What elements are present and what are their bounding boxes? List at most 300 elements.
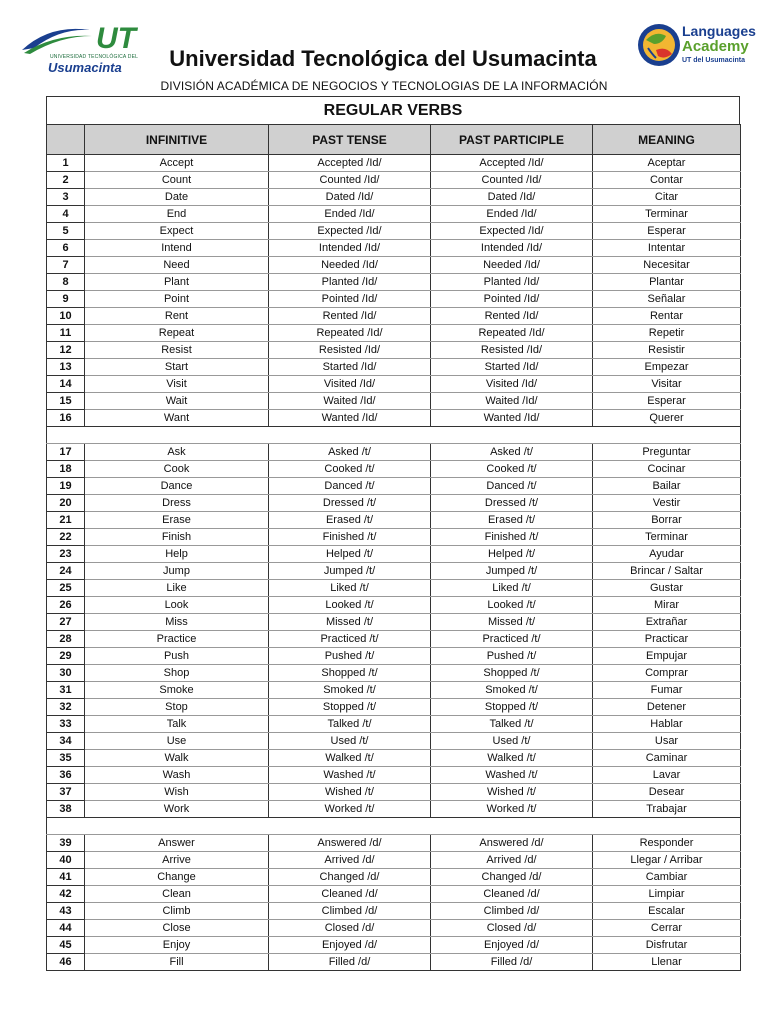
past-tense-cell: Intended /Id/: [269, 240, 431, 257]
group-separator: [47, 818, 741, 835]
infinitive-cell: Wash: [85, 767, 269, 784]
meaning-cell: Rentar: [593, 308, 741, 325]
meaning-cell: Borrar: [593, 512, 741, 529]
table-row: [47, 274, 741, 291]
infinitive-cell: Wait: [85, 393, 269, 410]
table-row: [47, 869, 741, 886]
infinitive-cell: Point: [85, 291, 269, 308]
table-row: [47, 529, 741, 546]
past-tense-cell: Waited /Id/: [269, 393, 431, 410]
verb-number: 45: [47, 937, 85, 954]
infinitive-cell: Want: [85, 410, 269, 427]
verb-number: 11: [47, 325, 85, 342]
table-row: [47, 342, 741, 359]
table-row: [47, 461, 741, 478]
meaning-cell: Repetir: [593, 325, 741, 342]
past-participle-cell: Arrived /d/: [431, 852, 593, 869]
verb-number: 10: [47, 308, 85, 325]
past-tense-cell: Walked /t/: [269, 750, 431, 767]
past-participle-cell: Closed /d/: [431, 920, 593, 937]
past-participle-cell: Expected /Id/: [431, 223, 593, 240]
verb-number: 4: [47, 206, 85, 223]
table-row: [47, 716, 741, 733]
past-tense-cell: Erased /t/: [269, 512, 431, 529]
infinitive-cell: Jump: [85, 563, 269, 580]
header-number: [47, 125, 85, 155]
past-tense-cell: Pushed /t/: [269, 648, 431, 665]
meaning-cell: Querer: [593, 410, 741, 427]
infinitive-cell: Accept: [85, 155, 269, 172]
past-tense-cell: Arrived /d/: [269, 852, 431, 869]
past-tense-cell: Washed /t/: [269, 767, 431, 784]
meaning-cell: Plantar: [593, 274, 741, 291]
past-participle-cell: Waited /Id/: [431, 393, 593, 410]
past-participle-cell: Liked /t/: [431, 580, 593, 597]
verb-number: 41: [47, 869, 85, 886]
group-separator: [47, 427, 741, 444]
past-tense-cell: Used /t/: [269, 733, 431, 750]
infinitive-cell: Intend: [85, 240, 269, 257]
infinitive-cell: Look: [85, 597, 269, 614]
meaning-cell: Señalar: [593, 291, 741, 308]
table-row: [47, 359, 741, 376]
past-participle-cell: Smoked /t/: [431, 682, 593, 699]
table-row: [47, 801, 741, 818]
verb-number: 37: [47, 784, 85, 801]
infinitive-cell: Stop: [85, 699, 269, 716]
past-participle-cell: Cleaned /d/: [431, 886, 593, 903]
table-row: [47, 155, 741, 172]
infinitive-cell: Finish: [85, 529, 269, 546]
meaning-cell: Llenar: [593, 954, 741, 971]
verb-number: 15: [47, 393, 85, 410]
division-subtitle: DIVISIÓN ACADÉMICA DE NEGOCIOS Y TECNOLOGIAS DE LA INFORMACIÓN: [160, 79, 608, 93]
meaning-cell: Brincar / Saltar: [593, 563, 741, 580]
meaning-cell: Cambiar: [593, 869, 741, 886]
verb-number: 44: [47, 920, 85, 937]
table-row: [47, 563, 741, 580]
past-tense-cell: Enjoyed /d/: [269, 937, 431, 954]
past-participle-cell: Resisted /Id/: [431, 342, 593, 359]
infinitive-cell: Change: [85, 869, 269, 886]
past-tense-cell: Changed /d/: [269, 869, 431, 886]
past-tense-cell: Repeated /Id/: [269, 325, 431, 342]
past-participle-cell: Answered /d/: [431, 835, 593, 852]
past-tense-cell: Closed /d/: [269, 920, 431, 937]
table-row: [47, 835, 741, 852]
university-title: Universidad Tecnológica del Usumacinta: [169, 46, 597, 71]
meaning-cell: Cocinar: [593, 461, 741, 478]
past-participle-cell: Counted /Id/: [431, 172, 593, 189]
past-tense-cell: Cooked /t/: [269, 461, 431, 478]
meaning-cell: Bailar: [593, 478, 741, 495]
verb-number: 38: [47, 801, 85, 818]
verb-number: 5: [47, 223, 85, 240]
infinitive-cell: Close: [85, 920, 269, 937]
meaning-cell: Detener: [593, 699, 741, 716]
table-row: [47, 920, 741, 937]
past-participle-cell: Dressed /t/: [431, 495, 593, 512]
meaning-cell: Responder: [593, 835, 741, 852]
table-row: [47, 376, 741, 393]
infinitive-cell: Talk: [85, 716, 269, 733]
verb-number: 2: [47, 172, 85, 189]
past-participle-cell: Looked /t/: [431, 597, 593, 614]
meaning-cell: Desear: [593, 784, 741, 801]
table-row: [47, 189, 741, 206]
meaning-cell: Empujar: [593, 648, 741, 665]
past-participle-cell: Jumped /t/: [431, 563, 593, 580]
past-participle-cell: Danced /t/: [431, 478, 593, 495]
header-past-tense: PAST TENSE: [269, 125, 431, 155]
meaning-cell: Lavar: [593, 767, 741, 784]
infinitive-cell: Rent: [85, 308, 269, 325]
table-row: [47, 478, 741, 495]
verbs-table: [46, 124, 741, 971]
past-tense-cell: Talked /t/: [269, 716, 431, 733]
past-tense-cell: Planted /Id/: [269, 274, 431, 291]
verb-number: 13: [47, 359, 85, 376]
table-header-row: [47, 125, 741, 155]
ut-logo-caption-small: UNIVERSIDAD TECNOLÓGICA DEL: [50, 54, 139, 60]
past-participle-cell: Accepted /Id/: [431, 155, 593, 172]
infinitive-cell: Work: [85, 801, 269, 818]
table-row: [47, 631, 741, 648]
table-row: [47, 852, 741, 869]
past-tense-cell: Expected /Id/: [269, 223, 431, 240]
verb-number: 26: [47, 597, 85, 614]
header-meaning: MEANING: [593, 125, 741, 155]
past-tense-cell: Counted /Id/: [269, 172, 431, 189]
meaning-cell: Necesitar: [593, 257, 741, 274]
table-row: [47, 495, 741, 512]
infinitive-cell: Clean: [85, 886, 269, 903]
verb-number: 14: [47, 376, 85, 393]
past-participle-cell: Intended /Id/: [431, 240, 593, 257]
past-tense-cell: Asked /t/: [269, 444, 431, 461]
meaning-cell: Escalar: [593, 903, 741, 920]
table-row: [47, 614, 741, 631]
verbs-sheet: [46, 96, 740, 971]
infinitive-cell: Repeat: [85, 325, 269, 342]
verb-number: 1: [47, 155, 85, 172]
infinitive-cell: Smoke: [85, 682, 269, 699]
table-row: [47, 257, 741, 274]
table-row: [47, 903, 741, 920]
svg-text:UT: UT: [96, 22, 136, 55]
verb-number: 23: [47, 546, 85, 563]
past-participle-cell: Walked /t/: [431, 750, 593, 767]
table-row: [47, 954, 741, 971]
meaning-cell: Cerrar: [593, 920, 741, 937]
past-tense-cell: Cleaned /d/: [269, 886, 431, 903]
header-past-participle: PAST PARTICIPLE: [431, 125, 593, 155]
verb-number: 29: [47, 648, 85, 665]
past-participle-cell: Talked /t/: [431, 716, 593, 733]
infinitive-cell: Count: [85, 172, 269, 189]
infinitive-cell: Practice: [85, 631, 269, 648]
infinitive-cell: Like: [85, 580, 269, 597]
meaning-cell: Llegar / Arribar: [593, 852, 741, 869]
infinitive-cell: Resist: [85, 342, 269, 359]
infinitive-cell: Enjoy: [85, 937, 269, 954]
past-participle-cell: Rented /Id/: [431, 308, 593, 325]
table-row: [47, 308, 741, 325]
infinitive-cell: Walk: [85, 750, 269, 767]
meaning-cell: Esperar: [593, 223, 741, 240]
table-row: [47, 172, 741, 189]
past-tense-cell: Wished /t/: [269, 784, 431, 801]
past-tense-cell: Dated /Id/: [269, 189, 431, 206]
past-tense-cell: Climbed /d/: [269, 903, 431, 920]
meaning-cell: Practicar: [593, 631, 741, 648]
languages-academy-logo: [636, 20, 760, 80]
infinitive-cell: Miss: [85, 614, 269, 631]
infinitive-cell: Date: [85, 189, 269, 206]
table-row: [47, 699, 741, 716]
verb-number: 28: [47, 631, 85, 648]
table-row: [47, 291, 741, 308]
infinitive-cell: Climb: [85, 903, 269, 920]
meaning-cell: Empezar: [593, 359, 741, 376]
verb-number: 25: [47, 580, 85, 597]
past-participle-cell: Visited /Id/: [431, 376, 593, 393]
meaning-cell: Aceptar: [593, 155, 741, 172]
infinitive-cell: Push: [85, 648, 269, 665]
infinitive-cell: Start: [85, 359, 269, 376]
verb-number: 39: [47, 835, 85, 852]
verb-number: 32: [47, 699, 85, 716]
meaning-cell: Visitar: [593, 376, 741, 393]
infinitive-cell: Answer: [85, 835, 269, 852]
past-participle-cell: Enjoyed /d/: [431, 937, 593, 954]
table-row: [47, 665, 741, 682]
infinitive-cell: Arrive: [85, 852, 269, 869]
academy-logo-line3: UT del Usumacinta: [682, 57, 746, 64]
past-tense-cell: Dressed /t/: [269, 495, 431, 512]
table-row: [47, 648, 741, 665]
past-participle-cell: Helped /t/: [431, 546, 593, 563]
infinitive-cell: Help: [85, 546, 269, 563]
past-participle-cell: Planted /Id/: [431, 274, 593, 291]
infinitive-cell: Dress: [85, 495, 269, 512]
verbs-table-body: [47, 155, 741, 971]
past-participle-cell: Practiced /t/: [431, 631, 593, 648]
table-row: [47, 512, 741, 529]
verb-number: 18: [47, 461, 85, 478]
meaning-cell: Disfrutar: [593, 937, 741, 954]
past-tense-cell: Accepted /Id/: [269, 155, 431, 172]
past-tense-cell: Liked /t/: [269, 580, 431, 597]
past-tense-cell: Resisted /Id/: [269, 342, 431, 359]
past-tense-cell: Visited /Id/: [269, 376, 431, 393]
ut-logo-caption: Usumacinta: [48, 60, 122, 75]
verb-number: 36: [47, 767, 85, 784]
academy-logo-line2: Academy: [682, 38, 749, 55]
past-tense-cell: Jumped /t/: [269, 563, 431, 580]
infinitive-cell: Use: [85, 733, 269, 750]
table-row: [47, 325, 741, 342]
meaning-cell: Trabajar: [593, 801, 741, 818]
table-row: [47, 410, 741, 427]
infinitive-cell: End: [85, 206, 269, 223]
past-participle-cell: Ended /Id/: [431, 206, 593, 223]
past-participle-cell: Cooked /t/: [431, 461, 593, 478]
past-participle-cell: Pointed /Id/: [431, 291, 593, 308]
past-tense-cell: Looked /t/: [269, 597, 431, 614]
table-row: [47, 223, 741, 240]
past-tense-cell: Missed /t/: [269, 614, 431, 631]
meaning-cell: Caminar: [593, 750, 741, 767]
group-separator-row: [47, 427, 741, 444]
meaning-cell: Terminar: [593, 206, 741, 223]
verb-number: 21: [47, 512, 85, 529]
ut-usumacinta-logo: [20, 20, 144, 80]
meaning-cell: Hablar: [593, 716, 741, 733]
verb-number: 46: [47, 954, 85, 971]
past-tense-cell: Stopped /t/: [269, 699, 431, 716]
meaning-cell: Intentar: [593, 240, 741, 257]
past-tense-cell: Needed /Id/: [269, 257, 431, 274]
past-participle-cell: Shopped /t/: [431, 665, 593, 682]
verb-number: 35: [47, 750, 85, 767]
meaning-cell: Contar: [593, 172, 741, 189]
past-tense-cell: Ended /Id/: [269, 206, 431, 223]
verb-number: 3: [47, 189, 85, 206]
infinitive-cell: Erase: [85, 512, 269, 529]
past-tense-cell: Helped /t/: [269, 546, 431, 563]
meaning-cell: Preguntar: [593, 444, 741, 461]
past-participle-cell: Started /Id/: [431, 359, 593, 376]
past-tense-cell: Filled /d/: [269, 954, 431, 971]
infinitive-cell: Dance: [85, 478, 269, 495]
table-row: [47, 546, 741, 563]
infinitive-cell: Cook: [85, 461, 269, 478]
verb-number: 34: [47, 733, 85, 750]
meaning-cell: Comprar: [593, 665, 741, 682]
verb-number: 42: [47, 886, 85, 903]
meaning-cell: Resistir: [593, 342, 741, 359]
verb-number: 12: [47, 342, 85, 359]
meaning-cell: Extrañar: [593, 614, 741, 631]
past-participle-cell: Filled /d/: [431, 954, 593, 971]
header-infinitive: INFINITIVE: [85, 125, 269, 155]
globe-icon: [636, 22, 682, 68]
meaning-cell: Mirar: [593, 597, 741, 614]
infinitive-cell: Wish: [85, 784, 269, 801]
infinitive-cell: Ask: [85, 444, 269, 461]
meaning-cell: Esperar: [593, 393, 741, 410]
meaning-cell: Usar: [593, 733, 741, 750]
meaning-cell: Ayudar: [593, 546, 741, 563]
infinitive-cell: Expect: [85, 223, 269, 240]
past-tense-cell: Started /Id/: [269, 359, 431, 376]
verb-number: 27: [47, 614, 85, 631]
past-tense-cell: Shopped /t/: [269, 665, 431, 682]
verb-number: 24: [47, 563, 85, 580]
verb-number: 22: [47, 529, 85, 546]
past-participle-cell: Changed /d/: [431, 869, 593, 886]
table-row: [47, 937, 741, 954]
past-tense-cell: Smoked /t/: [269, 682, 431, 699]
past-participle-cell: Used /t/: [431, 733, 593, 750]
table-row: [47, 750, 741, 767]
verb-number: 16: [47, 410, 85, 427]
past-tense-cell: Practiced /t/: [269, 631, 431, 648]
infinitive-cell: Need: [85, 257, 269, 274]
table-row: [47, 444, 741, 461]
verb-number: 30: [47, 665, 85, 682]
verb-number: 40: [47, 852, 85, 869]
verb-number: 31: [47, 682, 85, 699]
past-participle-cell: Wished /t/: [431, 784, 593, 801]
table-row: [47, 784, 741, 801]
table-title: REGULAR VERBS: [46, 96, 740, 124]
verb-number: 8: [47, 274, 85, 291]
meaning-cell: Fumar: [593, 682, 741, 699]
table-row: [47, 767, 741, 784]
table-row: [47, 733, 741, 750]
past-participle-cell: Wanted /Id/: [431, 410, 593, 427]
past-participle-cell: Pushed /t/: [431, 648, 593, 665]
past-participle-cell: Dated /Id/: [431, 189, 593, 206]
past-tense-cell: Wanted /Id/: [269, 410, 431, 427]
past-tense-cell: Pointed /Id/: [269, 291, 431, 308]
table-row: [47, 597, 741, 614]
past-participle-cell: Asked /t/: [431, 444, 593, 461]
past-tense-cell: Answered /d/: [269, 835, 431, 852]
past-participle-cell: Finished /t/: [431, 529, 593, 546]
past-participle-cell: Climbed /d/: [431, 903, 593, 920]
infinitive-cell: Fill: [85, 954, 269, 971]
verb-number: 20: [47, 495, 85, 512]
past-participle-cell: Missed /t/: [431, 614, 593, 631]
past-participle-cell: Washed /t/: [431, 767, 593, 784]
infinitive-cell: Shop: [85, 665, 269, 682]
past-participle-cell: Erased /t/: [431, 512, 593, 529]
verb-number: 33: [47, 716, 85, 733]
verb-number: 19: [47, 478, 85, 495]
meaning-cell: Gustar: [593, 580, 741, 597]
meaning-cell: Limpiar: [593, 886, 741, 903]
meaning-cell: Citar: [593, 189, 741, 206]
table-row: [47, 682, 741, 699]
infinitive-cell: Plant: [85, 274, 269, 291]
verb-number: 43: [47, 903, 85, 920]
table-row: [47, 393, 741, 410]
infinitive-cell: Visit: [85, 376, 269, 393]
past-participle-cell: Worked /t/: [431, 801, 593, 818]
past-tense-cell: Finished /t/: [269, 529, 431, 546]
meaning-cell: Vestir: [593, 495, 741, 512]
academy-logo-line1: Languages: [682, 23, 756, 39]
past-tense-cell: Worked /t/: [269, 801, 431, 818]
verb-number: 9: [47, 291, 85, 308]
group-separator-row: [47, 818, 741, 835]
table-row: [47, 206, 741, 223]
meaning-cell: Terminar: [593, 529, 741, 546]
past-tense-cell: Rented /Id/: [269, 308, 431, 325]
table-row: [47, 886, 741, 903]
past-participle-cell: Repeated /Id/: [431, 325, 593, 342]
verb-number: 6: [47, 240, 85, 257]
past-tense-cell: Danced /t/: [269, 478, 431, 495]
table-row: [47, 240, 741, 257]
past-participle-cell: Needed /Id/: [431, 257, 593, 274]
verb-number: 7: [47, 257, 85, 274]
verb-number: 17: [47, 444, 85, 461]
past-participle-cell: Stopped /t/: [431, 699, 593, 716]
